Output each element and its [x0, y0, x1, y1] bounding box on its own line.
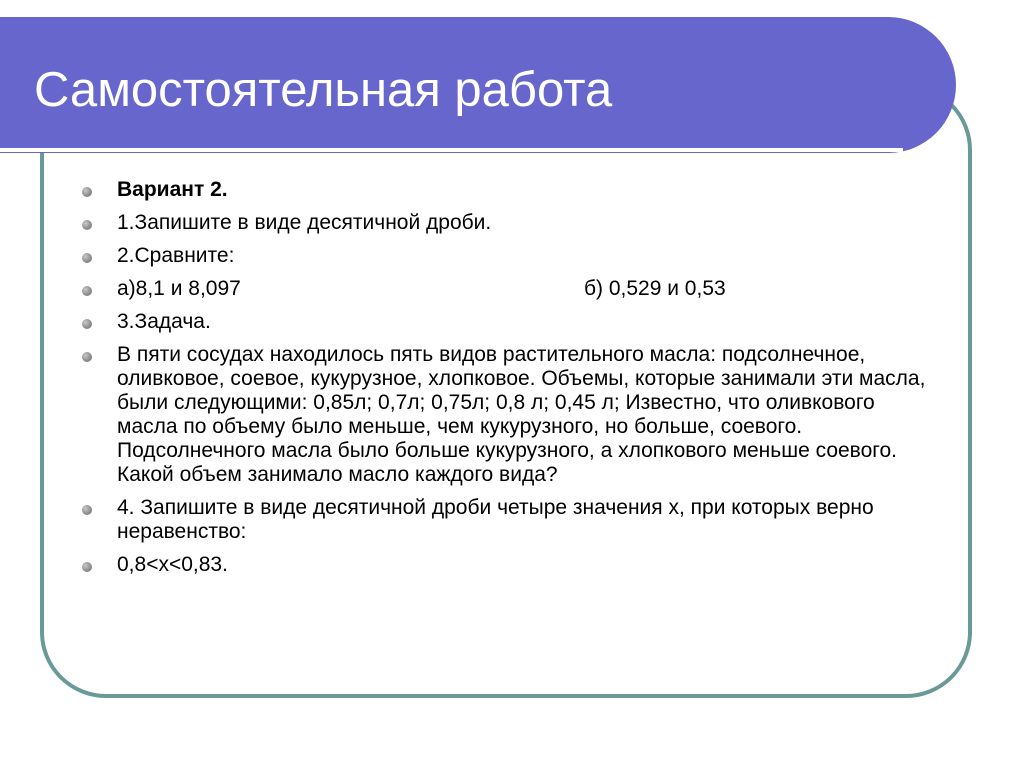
bullet-item-task-1 — [80, 211, 940, 235]
bullet-item-task-4 — [80, 496, 940, 544]
bullet-list — [80, 178, 940, 586]
bullet-item-inequality — [80, 553, 940, 577]
bullet-icon — [82, 253, 92, 263]
bullet-icon — [82, 562, 92, 572]
slide-title: Самостоятельная работа — [34, 63, 613, 117]
bullet-item-variant — [80, 178, 940, 202]
inequality-text: 0,8<x<0,83. — [117, 553, 228, 576]
problem-text: В пяти сосудах находилось пять видов растительного масла: подсолнечное, оливковое, соевое, кукурузное, хлопковое. Объемы, которые занимали эти масла, были следующими: 0,85л; 0,7л; 0,75л; 0,8 л; 0,45 л; Известно, что оливкового масла по объему было меньше, чем кукурузного, но больше, соевого. Подсолнечного масла было больше кукурузного, а хлопкового меньше соевого. Какой объем занимало масло каждого вида? — [117, 343, 926, 486]
bullet-item-task-2 — [80, 244, 940, 268]
task-2-text: 2.Сравните: — [117, 244, 235, 267]
task-3-text: 3.Задача. — [117, 310, 211, 333]
title-banner — [0, 17, 956, 153]
bullet-icon — [82, 319, 92, 329]
bullet-icon — [82, 187, 92, 197]
bullet-icon — [82, 220, 92, 230]
compare-part-a: а)8,1 и 8,097 — [117, 277, 241, 300]
title-underline — [0, 148, 903, 152]
task-4-text: 4. Запишите в виде десятичной дроби четыре значения х, при которых верно неравенство: — [117, 496, 874, 543]
variant-label: Вариант 2. — [117, 178, 228, 201]
compare-part-b: б) 0,529 и 0,53 — [584, 277, 726, 300]
bullet-item-compare — [80, 277, 940, 301]
bullet-icon — [82, 352, 92, 362]
bullet-icon — [82, 286, 92, 296]
bullet-icon — [82, 505, 92, 515]
task-1-text: 1.Запишите в виде десятичной дроби. — [117, 211, 492, 234]
bullet-item-task-3 — [80, 310, 940, 334]
bullet-item-problem — [80, 343, 940, 487]
compare-row — [117, 277, 940, 301]
